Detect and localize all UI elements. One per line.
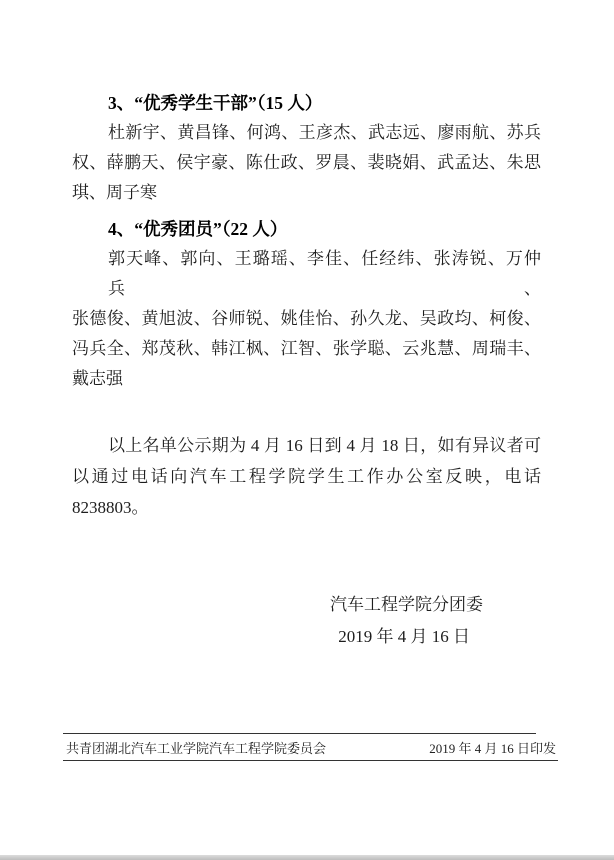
footer-print-date: 2019 年 4 月 16 日印发: [429, 741, 556, 756]
public-notice-paragraph: [72, 430, 541, 523]
footer-issuer: 共青团湖北汽车工业学院汽车工程学院委员会: [66, 741, 327, 756]
name-list-line: 戴志强: [72, 369, 123, 388]
name-list-line: 杜新宇、黄昌锋、何鸿、王彦杰、武志远、廖雨航、苏兵: [108, 123, 541, 142]
notice-line: 以通过电话向汽车工程学院学生工作办公室反映，电话: [72, 467, 541, 486]
document-body: [72, 88, 541, 653]
signature-org: 汽车工程学院分团委: [330, 595, 483, 614]
signature-block: [72, 589, 541, 653]
name-list-line: 权、薛鹏天、侯宇豪、陈仕政、罗晨、裴晓娟、武孟达、朱思: [72, 153, 541, 172]
notice-line: 以上名单公示期为 4 月 16 日到 4 月 18 日，如有异议者可: [108, 436, 541, 455]
section-3-name-list: [72, 118, 541, 208]
section-4-name-list: [72, 244, 541, 394]
section-4-heading: 4、“优秀团员”（22 人）: [108, 219, 288, 239]
footer-row: [63, 734, 558, 761]
section-3-heading: 3、“优秀学生干部”（15 人）: [108, 93, 323, 113]
name-list-line: 郭天峰、郭向、王璐瑶、李佳、任经纬、张涛锐、万仲兵、: [108, 249, 541, 298]
name-list-line: 琪、周子寒: [72, 183, 157, 202]
notice-line: 8238803。: [72, 498, 149, 517]
page-bottom-edge: [0, 855, 614, 860]
signature-date: 2019 年 4 月 16 日: [338, 627, 470, 646]
document-footer: [63, 733, 558, 761]
name-list-line: 冯兵全、郑茂秋、韩江枫、江智、张学聪、云兆慧、周瑞丰、: [72, 339, 541, 358]
name-list-line: 张德俊、黄旭波、谷师锐、姚佳怡、孙久龙、吴政均、柯俊、: [72, 309, 541, 328]
